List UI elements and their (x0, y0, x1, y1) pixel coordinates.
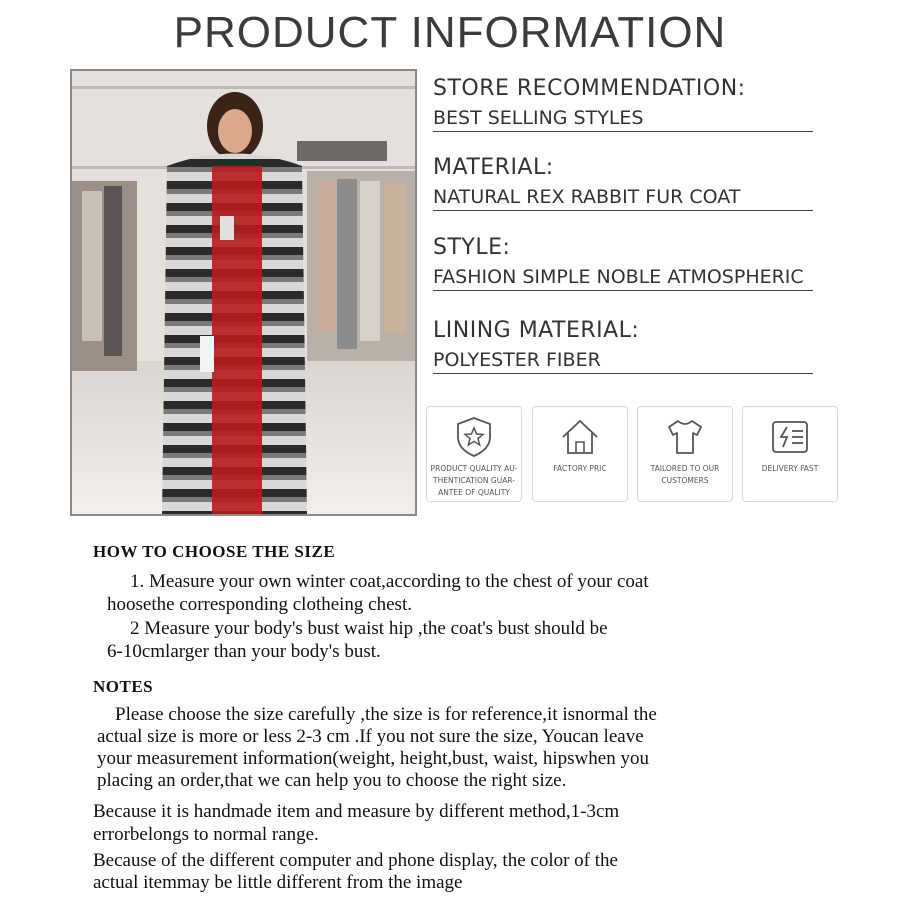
size-step1-line2: hoosethe corresponding clotheing chest. (107, 594, 412, 615)
info-style (433, 235, 813, 291)
notes-p1-line1: Please choose the size carefully ,the size is for reference,it isnormal the (115, 704, 657, 725)
page-title: PRODUCT INFORMATION (173, 8, 727, 57)
size-step1-line1: 1. Measure your own winter coat,according to the chest of your coat (130, 571, 649, 592)
notes-p1-line4: placing an order,that we can help you to choose the right size. (97, 770, 567, 791)
info-label: LINING MATERIAL: (433, 318, 640, 343)
tshirt-icon (663, 415, 707, 459)
info-label: STORE RECOMMENDATION: (433, 76, 746, 101)
feature-card-tailored (637, 406, 733, 502)
feature-caption: TAILORED TO OUR CUSTOMERS (650, 464, 720, 485)
size-step2-line2: 6-10cmlarger than your body's bust. (107, 641, 381, 662)
size-guide-heading: HOW TO CHOOSE THE SIZE (93, 542, 336, 561)
feature-card-factory (532, 406, 628, 502)
notes-heading: NOTES (93, 677, 154, 696)
product-photo (70, 69, 417, 516)
feature-caption: FACTORY PRIC (553, 464, 607, 473)
info-value: FASHION SIMPLE NOBLE ATMOSPHERIC (433, 266, 813, 291)
info-store-recommendation (433, 76, 813, 132)
feature-card-delivery (742, 406, 838, 502)
notes-p1-line2: actual size is more or less 2-3 cm .If you not sure the size, Youcan leave (97, 726, 644, 747)
info-value: NATURAL REX RABBIT FUR COAT (433, 186, 813, 211)
notes-p1-line3: your measurement information(weight, height,bust, waist, hipswhen you (97, 748, 649, 769)
feature-card-quality (426, 406, 522, 502)
house-icon (558, 415, 602, 459)
delivery-icon (768, 415, 812, 459)
info-label: STYLE: (433, 235, 511, 260)
info-value: BEST SELLING STYLES (433, 107, 813, 132)
feature-caption: PRODUCT QUALITY AU-THENTICATION GUAR-ANTEE OF QUALITY (430, 464, 518, 497)
shield-star-icon (452, 415, 496, 459)
info-material (433, 155, 813, 211)
info-value: POLYESTER FIBER (433, 349, 813, 374)
info-label: MATERIAL: (433, 155, 554, 180)
size-step2-line1: 2 Measure your body's bust waist hip ,the coat's bust should be (130, 618, 608, 639)
notes-p2-line1: Because it is handmade item and measure by different method,1-3cm (93, 801, 620, 822)
notes-p3-line2: actual itemmay be little different from the image (93, 872, 463, 893)
feature-caption: DELIVERY FAST (761, 464, 819, 473)
info-lining-material (433, 318, 813, 374)
notes-p3-line1: Because of the different computer and phone display, the color of the (93, 850, 618, 871)
notes-p2-line2: errorbelongs to normal range. (93, 824, 319, 845)
